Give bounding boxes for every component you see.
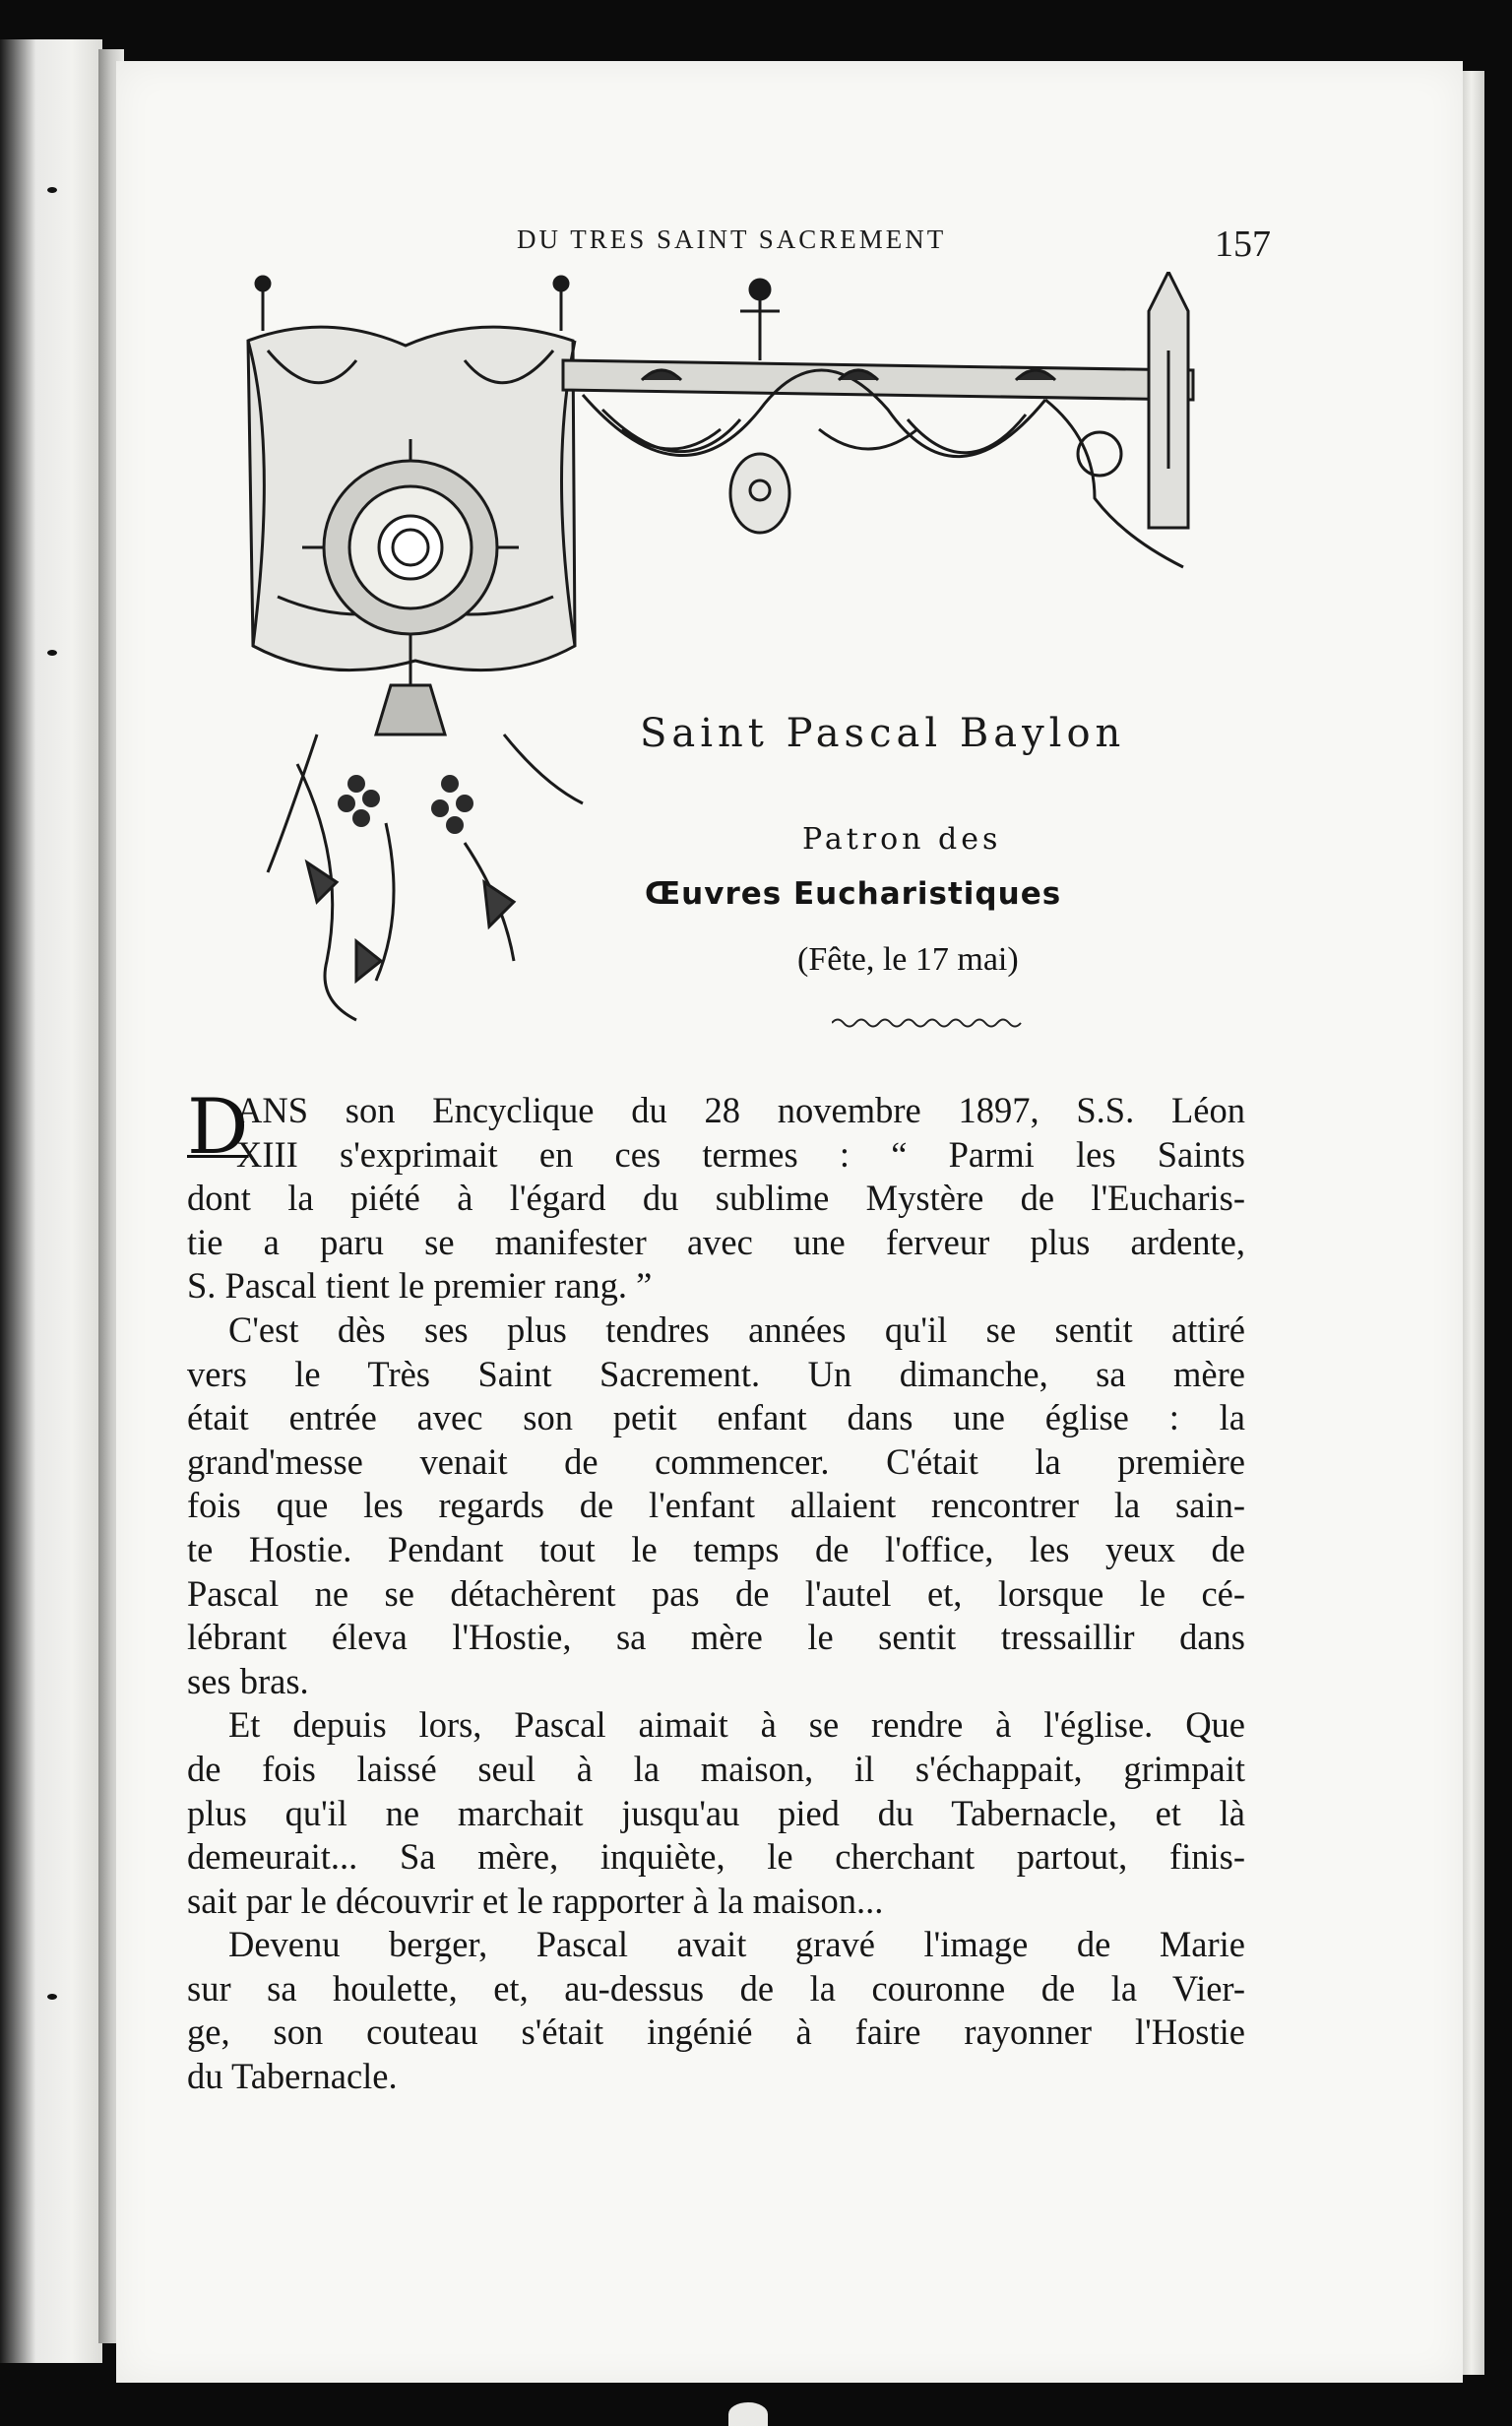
text-line: fois que les regards de l'enfant allaient rencontrer la sain- [187,1485,1245,1526]
feast-date: (Fête, le 17 mai) [797,941,1019,978]
page-edge [1463,71,1484,2375]
text-line: dont la piété à l'égard du sublime Mystère de l'Eucharis- [187,1178,1245,1219]
article-body [187,1083,1245,2099]
text-line: Devenu berger, Pascal avait gravé l'image de Marie [228,1924,1245,1965]
text-line: Et depuis lors, Pascal aimait à se rendre à l'église. Que [228,1704,1245,1746]
text-line: plus qu'il ne marchait jusqu'au pied du Tabernacle, et là [187,1792,1245,1833]
margin-mark [47,650,57,656]
running-head: DU TRES SAINT SACREMENT [517,224,947,254]
monstrance-banner-ornament [209,272,1274,1036]
saint-title: Saint Pascal Baylon [640,711,1126,756]
facing-page-edge [0,39,102,2363]
text-line: ge, son couteau s'était ingénié à faire rayonner l'Hostie [187,2011,1245,2053]
text-line: grand'messe venait de commencer. C'était la première [187,1440,1245,1482]
text-line [187,1089,1245,1133]
text-line: sait par le découvrir et le rapporter à la maison... [187,1880,884,1921]
text-line: XIII s'exprimait en ces termes : “ Parmi les Saints [236,1133,1245,1175]
text-line: ses bras. [187,1660,309,1701]
text-line: C'est dès ses plus tendres années qu'il se sentit attiré [228,1309,1245,1350]
drop-cap: D [187,1083,249,1172]
text-line: te Hostie. Pendant tout le temps de l'office, les yeux de [187,1528,1245,1569]
scan-artifact [728,2402,768,2426]
oeuvres-subtitle: Œuvres Eucharistiques [645,876,1062,912]
text-line-content: son Encyclique du 28 novembre 1897, S.S. Léon [308,1090,1245,1130]
first-word-rest: ANS [236,1090,309,1130]
text-line: demeurait... Sa mère, inquiète, le cherchant partout, finis- [187,1836,1245,1878]
wavy-divider [832,1016,1029,1030]
text-line: était entrée avec son petit enfant dans une église : la [187,1397,1245,1438]
text-line: lébrant éleva l'Hostie, sa mère le sentit tressaillir dans [187,1617,1245,1658]
text-line: tie a paru se manifester avec une ferveur plus ardente, [187,1221,1245,1262]
text-line: Pascal ne se détachèrent pas de l'autel et, lorsque le cé- [187,1572,1245,1614]
margin-mark [47,1994,57,2000]
page-number: 157 [1215,223,1271,265]
text-line: vers le Très Saint Sacrement. Un dimanche, sa mère [187,1353,1245,1394]
text-line: de fois laissé seul à la maison, il s'échappait, grimpait [187,1748,1245,1789]
text-line: du Tabernacle. [187,2056,398,2097]
text-line: sur sa houlette, et, au-dessus de la couronne de la Vier- [187,1967,1245,2009]
margin-mark [47,187,57,193]
text-line: S. Pascal tient le premier rang. ” [187,1265,653,1307]
patron-subtitle: Patron des [802,822,1002,857]
